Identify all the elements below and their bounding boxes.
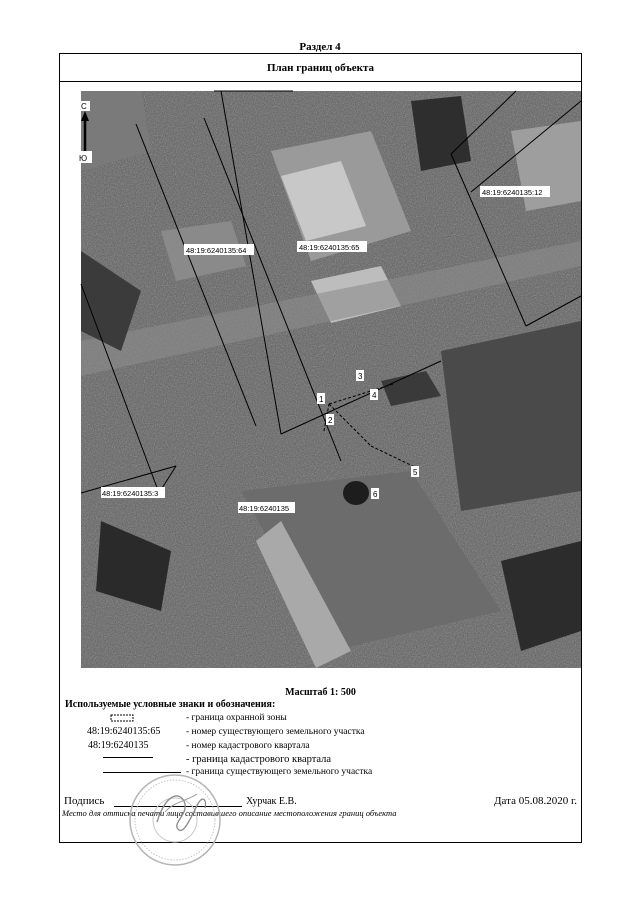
- compass-south-label: Ю: [79, 154, 88, 163]
- quarter-boundary-symbol: [103, 757, 153, 758]
- plan-title: План границ объекта: [60, 54, 581, 82]
- section-title: Раздел 4: [299, 41, 341, 53]
- point-label: 3: [358, 372, 363, 381]
- point-label: 4: [372, 391, 377, 400]
- legend-quarter-number-sample: 48:19:6240135: [88, 740, 149, 751]
- parcel-label: 48:19:6240135:64: [186, 246, 247, 255]
- legend-item-text: - граница кадастрового квартала: [186, 754, 332, 765]
- legend-parcel-number-sample: 48:19:6240135:65: [87, 726, 161, 737]
- legend-heading: Используемые условные знаки и обозначения:: [65, 699, 276, 710]
- point-label: 5: [413, 468, 418, 477]
- protection-zone-symbol: [110, 714, 134, 722]
- parcel-label: 48:19:6240135:12: [482, 188, 543, 197]
- seal-stamp-icon: [127, 772, 223, 868]
- point-label: 1: [319, 395, 324, 404]
- point-label: 2: [328, 416, 333, 425]
- plan-frame: [59, 53, 582, 843]
- document-date: Дата 05.08.2020 г.: [494, 795, 577, 807]
- map-scale: Масштаб 1: 500: [285, 687, 356, 698]
- legend-item-text: - номер существующего земельного участка: [186, 727, 365, 737]
- signature-label: Подпись: [64, 795, 105, 807]
- legend-item-text: - граница существующего земельного участка: [186, 767, 373, 777]
- stamp-note: Место для оттиска печати лица составившего описание местоположения границ объекта: [62, 808, 397, 818]
- parcel-label: 48:19:6240135:3: [102, 489, 159, 498]
- parcel-label: 48:19:6240135:65: [299, 243, 360, 252]
- legend-item-text: - номер кадастрового квартала: [186, 741, 310, 751]
- aerial-map: [81, 91, 581, 668]
- legend-item-text: - граница охранной зоны: [186, 713, 287, 723]
- point-label: 6: [373, 490, 378, 499]
- compass-north-label: С: [81, 102, 87, 111]
- signer-name: Хурчак Е.В.: [246, 796, 297, 807]
- quarter-label: 48:19:6240135: [239, 504, 290, 513]
